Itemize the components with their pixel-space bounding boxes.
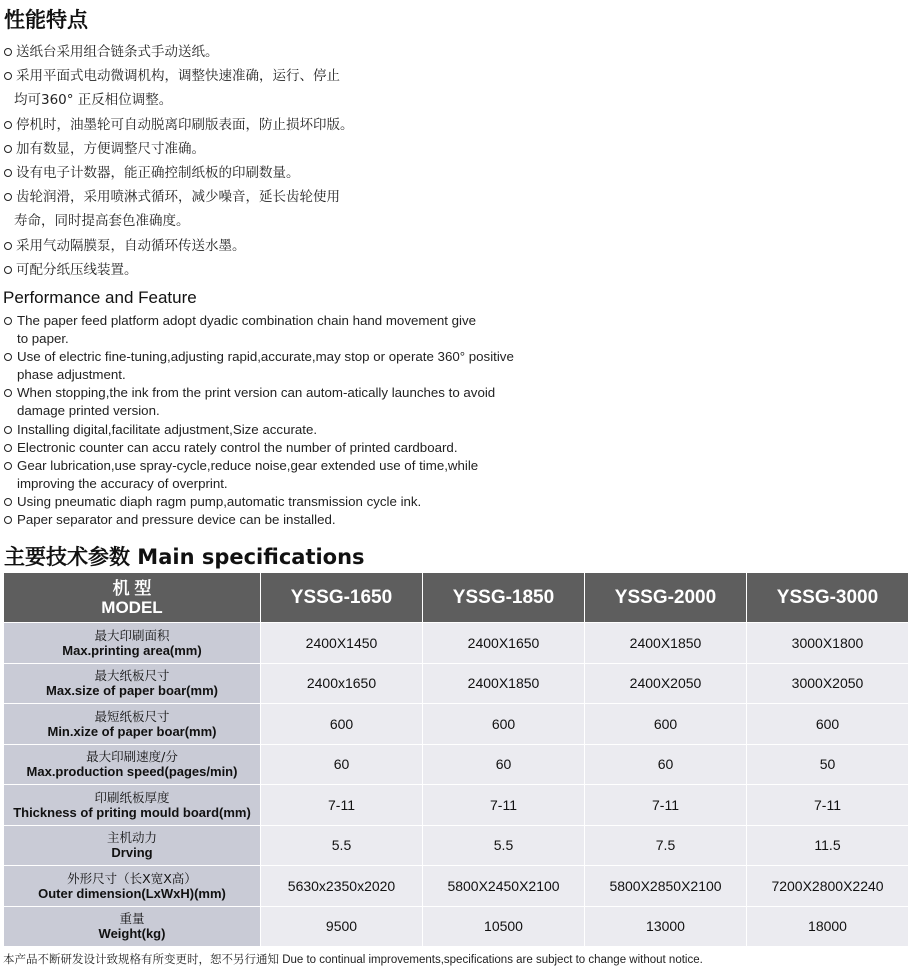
spec-label-cn: 最大印刷面积 [94, 627, 170, 643]
spec-value-cell: 13000 [585, 906, 747, 947]
feature-item [4, 258, 354, 282]
spec-value-cell: 3000X2050 [747, 663, 909, 704]
spec-value-cell: 5630x2350x2020 [261, 866, 423, 907]
feature-text: 采用平面式电动微调机构，调整快速准确，运行、停止 [16, 68, 340, 85]
spec-value-cell: 9500 [261, 906, 423, 947]
spec-label-cn: 最短纸板尺寸 [94, 708, 170, 724]
feature-item [4, 348, 514, 366]
spec-value-cell: 600 [585, 704, 747, 745]
feature-item-continuation: 均可360° 正反相位调整。 [14, 92, 173, 109]
spec-value-cell: 600 [261, 704, 423, 745]
feature-item [4, 421, 514, 439]
feature-text: Paper separator and pressure device can be installed. [17, 512, 336, 528]
spec-label-en: Max.production speed(pages/min) [26, 764, 238, 780]
spec-row [4, 663, 909, 704]
en-features-title: Performance and Feature [3, 288, 197, 307]
feature-text: Electronic counter can accu rately control the number of printed cardboard. [17, 439, 458, 455]
bullet-icon [4, 389, 12, 397]
spec-value-cell: 5800X2450X2100 [423, 866, 585, 907]
bullet-icon [4, 121, 12, 129]
spec-row [4, 825, 909, 866]
spec-value-cell: 2400X1650 [423, 623, 585, 664]
model-header-cell [4, 573, 261, 623]
model-name: YSSG-3000 [747, 573, 909, 623]
bullet-icon [4, 169, 12, 177]
spec-row [4, 744, 909, 785]
feature-item [4, 64, 354, 88]
spec-value-cell: 2400X1850 [585, 623, 747, 664]
feature-item [4, 493, 514, 511]
bullet-icon [4, 444, 12, 452]
spec-value-cell: 7-11 [423, 785, 585, 826]
bullet-icon [4, 426, 12, 434]
feature-item [4, 312, 514, 330]
feature-text: 采用气动隔膜泵，自动循环传送水墨。 [16, 237, 246, 254]
spec-value-cell: 5800X2850X2100 [585, 866, 747, 907]
spec-table [3, 572, 909, 947]
feature-text: Using pneumatic diaph ragm pump,automatic transmission cycle ink. [17, 493, 422, 509]
footer-note: 本产品不断研发设计致规格有所变更时，恕不另行通知 Due to continual improvements,specifications are subject to change without notice. [3, 954, 703, 966]
spec-title: 主要技术参数 Main specifications [4, 545, 365, 569]
feature-item [4, 113, 354, 137]
feature-item [4, 511, 514, 529]
spec-value-cell: 600 [747, 704, 909, 745]
bullet-icon [4, 498, 12, 506]
spec-value-cell: 60 [261, 744, 423, 785]
spec-label-cell [4, 623, 261, 664]
cn-features-title: 性能特点 [4, 8, 88, 32]
feature-item [4, 234, 354, 258]
spec-label-cell [4, 704, 261, 745]
spec-label-cell [4, 663, 261, 704]
bullet-icon [4, 242, 12, 250]
spec-value-cell: 2400X2050 [585, 663, 747, 704]
spec-label-cell [4, 866, 261, 907]
spec-header-row [4, 573, 909, 623]
feature-item [4, 457, 514, 475]
spec-label-cell [4, 785, 261, 826]
spec-label-cn: 最大印刷速度/分 [86, 749, 178, 765]
spec-label-en: Min.xize of paper boar(mm) [47, 723, 217, 739]
spec-value-cell: 5.5 [423, 825, 585, 866]
spec-value-cell: 7-11 [747, 785, 909, 826]
spec-label-en: Drving [111, 845, 153, 861]
spec-value-cell: 11.5 [747, 825, 909, 866]
feature-text: 送纸台采用组合链条式手动送纸。 [16, 44, 219, 60]
feature-item [4, 161, 354, 185]
cn-feature-list [4, 40, 354, 282]
spec-value-cell: 5.5 [261, 825, 423, 866]
feature-item-continuation: damage printed version. [17, 403, 160, 419]
spec-label-cell [4, 744, 261, 785]
bullet-icon [4, 145, 12, 153]
bullet-icon [4, 353, 12, 361]
spec-value-cell: 7-11 [261, 785, 423, 826]
feature-item [4, 137, 354, 161]
bullet-icon [4, 317, 12, 325]
feature-item-continuation: to paper. [17, 331, 69, 347]
spec-value-cell: 7.5 [585, 825, 747, 866]
feature-item-continuation: 寿命，同时提高套色准确度。 [14, 213, 190, 230]
spec-value-cell: 18000 [747, 906, 909, 947]
feature-item [4, 384, 514, 402]
spec-value-cell: 2400X1450 [261, 623, 423, 664]
spec-label-en: Thickness of priting mould board(mm) [13, 804, 251, 820]
spec-label-cell [4, 906, 261, 947]
model-name: YSSG-1850 [423, 573, 585, 623]
model-header-en: MODEL [101, 597, 163, 617]
spec-label-cell [4, 825, 261, 866]
spec-row [4, 906, 909, 947]
feature-text: 可配分纸压线装置。 [16, 261, 138, 278]
spec-value-cell: 2400x1650 [261, 663, 423, 704]
spec-row [4, 866, 909, 907]
spec-label-cn: 外形尺寸（长X宽X高） [67, 870, 197, 886]
spec-label-en: Max.size of paper boar(mm) [46, 683, 218, 699]
spec-label-cn: 最大纸板尺寸 [94, 668, 170, 684]
feature-item-continuation: improving the accuracy of overprint. [17, 475, 228, 491]
bullet-icon [4, 266, 12, 274]
model-name: YSSG-2000 [585, 573, 747, 623]
feature-item [4, 40, 354, 64]
feature-text: 齿轮润滑，采用喷淋式循环，减少噪音，延长齿轮使用 [16, 189, 340, 206]
model-name: YSSG-1650 [261, 573, 423, 623]
feature-text: Installing digital,facilitate adjustment,Size accurate. [17, 421, 318, 437]
spec-label-cn: 主机动力 [106, 830, 157, 846]
spec-value-cell: 600 [423, 704, 585, 745]
feature-text: Use of electric fine-tuning,adjusting rapid,accurate,may stop or operate 360° positive [17, 349, 514, 365]
spec-label-cn: 印刷纸板厚度 [94, 789, 170, 805]
feature-item-continuation: phase adjustment. [17, 367, 126, 383]
spec-value-cell: 60 [585, 744, 747, 785]
bullet-icon [4, 72, 12, 80]
feature-text: Gear lubrication,use spray-cycle,reduce noise,gear extended use of time,while [17, 457, 479, 473]
spec-label-en: Weight(kg) [98, 926, 166, 942]
bullet-icon [4, 193, 12, 201]
model-header-cn: 机 型 [112, 578, 152, 598]
spec-row [4, 623, 909, 664]
spec-label-cn: 重量 [119, 911, 145, 927]
feature-text: When stopping,the ink from the print version can autom-atically launches to avoid [17, 385, 496, 401]
bullet-icon [4, 48, 12, 56]
feature-text: 加有数显，方便调整尺寸准确。 [16, 140, 205, 157]
feature-item [4, 439, 514, 457]
feature-text: 停机时，油墨轮可自动脱离印刷版表面，防止损坏印版。 [16, 116, 354, 133]
en-feature-list [4, 312, 514, 529]
feature-text: The paper feed platform adopt dyadic combination chain hand movement give [17, 313, 477, 328]
spec-value-cell: 7200X2800X2240 [747, 866, 909, 907]
spec-row [4, 785, 909, 826]
spec-label-en: Max.printing area(mm) [62, 642, 202, 658]
spec-value-cell: 50 [747, 744, 909, 785]
spec-value-cell: 7-11 [585, 785, 747, 826]
spec-value-cell: 10500 [423, 906, 585, 947]
spec-value-cell: 3000X1800 [747, 623, 909, 664]
bullet-icon [4, 516, 12, 524]
spec-value-cell: 60 [423, 744, 585, 785]
spec-label-en: Outer dimension(LxWxH)(mm) [38, 885, 226, 901]
spec-value-cell: 2400X1850 [423, 663, 585, 704]
spec-row [4, 704, 909, 745]
feature-item [4, 185, 354, 209]
bullet-icon [4, 462, 12, 470]
feature-text: 设有电子计数器，能正确控制纸板的印刷数量。 [16, 165, 300, 182]
